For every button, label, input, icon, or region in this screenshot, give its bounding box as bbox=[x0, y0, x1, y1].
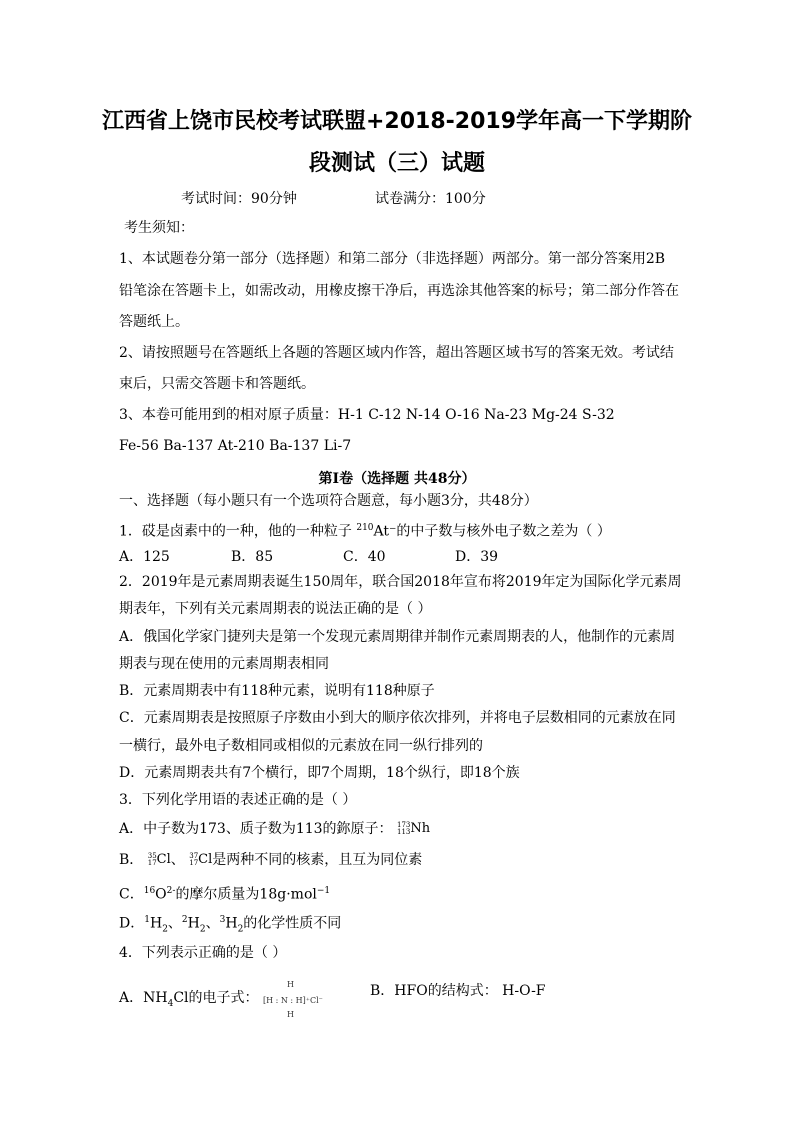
nh-symbol: Nh bbox=[410, 821, 431, 836]
notice-item2-line1: 2、请按照题号在答题纸上各题的答题区域内作答，超出答题区域书写的答案无效。考试结 bbox=[119, 345, 674, 361]
q3-d-h2-mass: 2 bbox=[181, 915, 188, 925]
q1-stem-b: At⁻的中子数与核外电子数之差为（ ） bbox=[373, 523, 611, 540]
q3-d-h3-mass: 3 bbox=[219, 915, 226, 925]
q1-stem-a: 1．砹是卤素中的一种，他的一种粒子 bbox=[119, 523, 357, 540]
q3-option-a bbox=[119, 820, 430, 838]
nh-mass-number: 173 bbox=[397, 820, 411, 829]
q3-option-d: D．$^1H_2$、$^2H_2$、$^3H_2$的化学性质不同 bbox=[119, 915, 342, 935]
nh4cl-electron-formula bbox=[262, 980, 341, 1019]
q4-option-b: B．HFO的结构式： H-O-F bbox=[370, 983, 546, 999]
cl35-atomic-number: 17 bbox=[147, 858, 157, 867]
question-1-stem bbox=[119, 519, 611, 541]
q1-option-b: B．85 bbox=[231, 549, 274, 565]
q3-b-text: 是两种不同的核素，且互为同位素 bbox=[212, 852, 423, 868]
notice-item1-line3: 答题纸上。 bbox=[119, 314, 189, 330]
q4-a-text-a: A．NH bbox=[119, 990, 168, 1006]
q3-d-prefix: D． bbox=[119, 915, 145, 932]
cl35-symbol: Cl bbox=[156, 852, 171, 867]
notice-heading: 考生须知： bbox=[124, 220, 194, 236]
notice-item1-line2: 铅笔涂在答题卡上，如需改动，用橡皮擦干净后，再选涂其他答案的标号；第二部分作答在 bbox=[119, 283, 679, 299]
notice-item3-line2: Fe-56 Ba-137 At-210 Ba-137 Li-7 bbox=[119, 438, 352, 454]
q3-c-charge: 2- bbox=[166, 886, 176, 896]
q3-option-b bbox=[119, 851, 422, 869]
q3-c-o: O bbox=[155, 886, 167, 903]
q1-option-d: D．39 bbox=[455, 549, 499, 565]
title-line-2: 段测试（三）试题 bbox=[308, 151, 485, 176]
section-instructions: 一、选择题（每小题只有一个选项符合题意，每小题3分，共48分） bbox=[119, 493, 538, 509]
q3-d-h1-mass: 1 bbox=[144, 915, 150, 925]
nh-isotope-symbol bbox=[397, 820, 430, 838]
q4-option-a bbox=[119, 980, 341, 1019]
notice-item1-line1: 1、本试题卷分第一部分（选择题）和第二部分（非选择题）两部分。第一部分答案用2B bbox=[119, 251, 666, 267]
notice-item2-line2: 束后，只需交答题卡和答题纸。 bbox=[119, 376, 315, 392]
q3-c-text: 的摩尔质量为18g·mol bbox=[175, 886, 317, 903]
q2-option-a-line2: 期表与现在使用的元素周期表相同 bbox=[119, 656, 329, 672]
q2-option-b: B．元素周期表中有118种元素，说明有118种原子 bbox=[119, 683, 435, 699]
lewis-h-bottom: H bbox=[286, 1010, 294, 1019]
cl35-mass-number: 35 bbox=[147, 851, 157, 860]
q2-option-c-line2: 一横行，最外电子数相同或相似的元素放在同一纵行排列的 bbox=[119, 738, 483, 754]
q2-option-a-line1: A．俄国化学家门捷列夫是第一个发现元素周期律并制作元素周期表的人，他制作的元素周 bbox=[119, 629, 676, 645]
notice-item3-line1: 3、本卷可能用到的相对原子质量：H-1 C-12 N-14 O-16 Na-23 Mg-24 S-32 bbox=[119, 407, 615, 423]
q3-d-text: 的化学性质不同 bbox=[243, 915, 342, 932]
q3-a-text: A．中子数为173、质子数为113的鉨原子： bbox=[119, 821, 393, 837]
q4-a-sub: 4 bbox=[167, 998, 174, 1009]
lewis-row: [H : N : H]⁺Cl⁻ bbox=[262, 996, 323, 1005]
q3-option-c bbox=[119, 882, 330, 904]
q2-option-d: D．元素周期表共有7个横行，即7个周期，18个纵行，即18个族 bbox=[119, 765, 520, 781]
q3-b-separator: 、 bbox=[170, 852, 185, 868]
cl37-atomic-number: 17 bbox=[189, 858, 199, 867]
title-line-1: 江西省上饶市民校考试联盟+2018-2019学年高一下学期阶 bbox=[101, 109, 693, 134]
section-heading: 第Ⅰ卷（选择题 共48分） bbox=[318, 471, 476, 487]
exam-score: 试卷满分：100分 bbox=[375, 191, 486, 207]
q1-option-a: A．125 bbox=[119, 549, 170, 565]
q3-stem: 3．下列化学用语的表述正确的是（ ） bbox=[119, 792, 357, 808]
q3-b-prefix: B． bbox=[119, 852, 144, 868]
cl37-symbol: Cl bbox=[198, 852, 213, 867]
q1-mass-number: 210 bbox=[356, 523, 374, 533]
q4-a-text-b: Cl的电子式： bbox=[173, 990, 259, 1006]
nh-atomic-number: 113 bbox=[397, 827, 411, 836]
q1-option-c: C．40 bbox=[343, 549, 386, 565]
exam-time: 考试时间：90分钟 bbox=[181, 191, 297, 207]
q2-option-c-line1: C．元素周期表是按照原子序数由小到大的顺序依次排列，并将电子层数相同的元素放在同 bbox=[119, 710, 676, 726]
q2-stem-line1: 2．2019年是元素周期表诞生150周年，联合国2018年宣布将2019年定为国际化学元素周 bbox=[119, 574, 682, 590]
lewis-h-top: H bbox=[286, 980, 294, 989]
cl37-mass-number: 37 bbox=[189, 851, 199, 860]
cl35-isotope-symbol bbox=[148, 851, 171, 869]
q3-c-mass: 16 bbox=[143, 886, 156, 896]
q3-c-unit-exp: −1 bbox=[316, 886, 331, 896]
cl37-isotope-symbol bbox=[189, 851, 212, 869]
q3-c-prefix: C． bbox=[119, 886, 144, 903]
q4-stem: 4．下列表示正确的是（ ） bbox=[119, 945, 287, 961]
q2-stem-line2: 期表年，下列有关元素周期表的说法正确的是（ ） bbox=[119, 601, 432, 617]
